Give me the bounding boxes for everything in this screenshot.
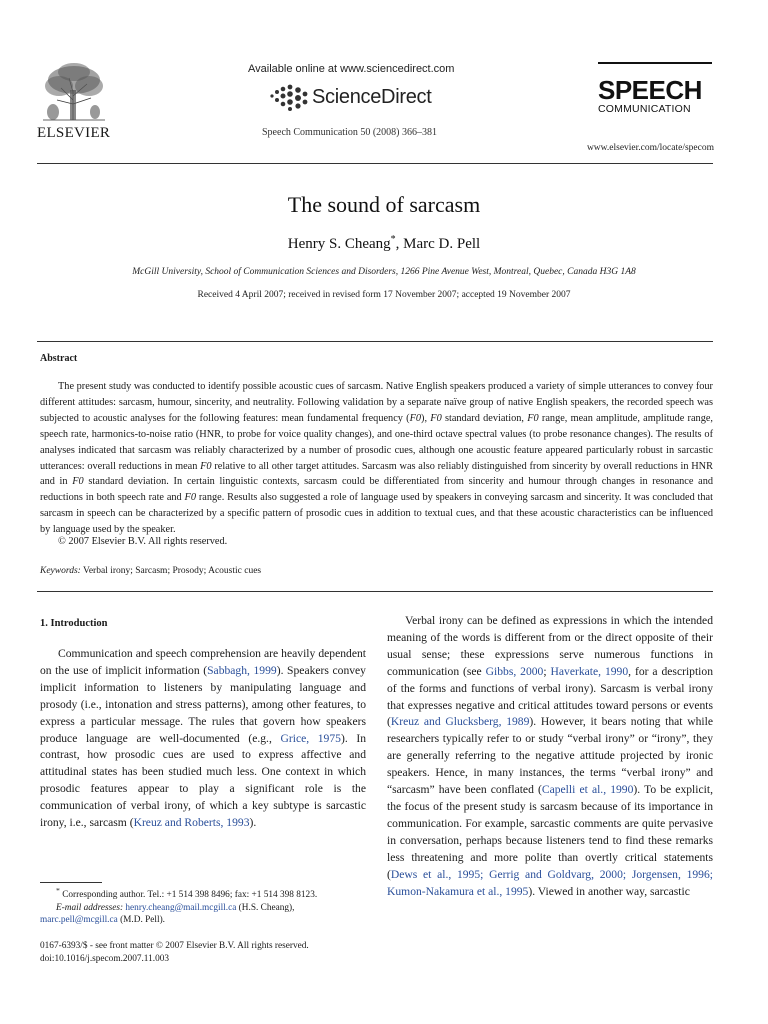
section-heading-introduction: 1. Introduction xyxy=(40,618,108,629)
elsevier-tree-icon xyxy=(39,60,109,122)
intro-paragraph-right: Verbal irony can be defined as expressions in which the intended meaning of the words is different from or the direct opposite of their usual sense; these expressions serve numerous functions in communication (see Gibbs, 2000; Haverkate, 1990, for a description of the forms and functions of verbal irony). Sarcasm is verbal irony that expresses negative and critical attitudes toward persons or events (Kreuz and Glucksberg, 1989). However, it bears noting that while researchers typically refer to or study “verbal irony” or “irony”, they are generally referring to the negative attitude projected by ironic speakers. Hence, in many instances, the terms “verbal irony” and “sarcasm” have been conflated (Capelli et al., 1990). To be explicit, the focus of the present study is sarcasm because of its importance in communication. For example, sarcastic comments are quite pervasive in conversation, perhaps because listeners tend to find these remarks less threatening and more polite than overtly critical statements (Dews et al., 1995; Gerrig and Goldvarg, 2000; Jorgensen, 1996; Kumon-Nakamura et al., 1995). Viewed in another way, sarcastic xyxy=(387,614,713,898)
citation-link[interactable]: Grice, 1975 xyxy=(280,731,341,745)
keywords-list: Verbal irony; Sarcasm; Prosody; Acoustic cues xyxy=(83,566,262,576)
journal-url-link[interactable]: www.elsevier.com/locate/specom xyxy=(586,143,714,153)
journal-logo-speech: SPEECH xyxy=(598,75,702,105)
citation-link[interactable]: Kreuz and Roberts, 1993 xyxy=(133,816,250,830)
abstract-divider-bottom xyxy=(37,591,713,592)
abstract-copyright: © 2007 Elsevier B.V. All rights reserved. xyxy=(58,536,228,547)
footnote-rule xyxy=(40,882,102,883)
sciencedirect-logo[interactable] xyxy=(268,84,458,112)
citation-link[interactable]: Capelli et al., 1990 xyxy=(541,783,634,797)
doi-line[interactable]: doi:10.1016/j.specom.2007.11.003 xyxy=(40,953,170,964)
footnote-emails: E-mail addresses: henry.cheang@mail.mcgill.ca (H.S. Cheang), marc.pell@mcgill.ca (M.D. Pell). xyxy=(40,902,295,925)
author-name[interactable]: Henry S. Cheang xyxy=(287,236,391,252)
front-matter xyxy=(40,940,309,965)
available-online-text[interactable]: Available online at www.sciencedirect.com xyxy=(248,63,455,75)
author-list xyxy=(0,234,768,253)
journal-logo-rule xyxy=(598,62,712,64)
corresponding-author-mark[interactable]: * xyxy=(390,234,396,245)
email-link[interactable]: marc.pell@mcgill.ca xyxy=(40,914,118,925)
citation-link[interactable]: Sabbagh, 1999 xyxy=(207,663,277,677)
elsevier-logo xyxy=(37,60,117,142)
sciencedirect-dots-icon xyxy=(268,84,310,112)
abstract-text: The present study was conducted to identify possible acoustic cues of sarcasm. Native English speakers produced a variety of simple utterances to convey four different attitudes: sarcasm, humour, sincerity, and neutrality. Following validation by a separate naïve group of native English speakers, the recorded speech was subjected to acoustic analyses for the following features: mean fundamental frequency (F0), F0 standard deviation, F0 range, mean amplitude, amplitude range, speech rate, harmonics-to-noise ratio (HNR, to probe for voice quality changes), and one-third octave spectral values (to probe resonance changes). The results of analyses indicated that sarcasm was reliably characterized by a number of prosodic cues, although one acoustic feature appeared particularly robust in sarcastic utterances: overall reductions in mean F0 relative to all other target attitudes. Sarcasm was also reliably distinguished from sincerity by overall reductions in HNR and in F0 standard deviation. In certain linguistic contexts, sarcasm could be differentiated from sincerity and humour through changes in resonance and reductions in both speech rate and F0 range. Results also suggested a role of language used by speakers in conveying sarcasm and sincerity. It was concluded that sarcasm in speech can be characterized by a specific pattern of prosodic cues in addition to textual cues, and that these acoustic characteristics can be influenced by language used by the speaker. xyxy=(40,381,714,536)
footnote xyxy=(40,885,366,926)
article-title: The sound of sarcasm xyxy=(287,192,481,217)
issn-line: 0167-6393/$ - see front matter © 2007 Elsevier B.V. All rights reserved. xyxy=(40,941,309,951)
keywords xyxy=(40,566,261,576)
author-separator: , xyxy=(395,236,404,252)
abstract-divider-top xyxy=(37,341,713,342)
header-divider xyxy=(37,163,713,164)
footnote-corresponding: * Corresponding author. Tel.: +1 514 398 8496; fax: +1 514 398 8123. xyxy=(56,886,318,901)
sciencedirect-wordmark: ScienceDirect xyxy=(312,86,432,108)
article-dates: Received 4 April 2007; received in revised form 17 November 2007; accepted 19 November 2007 xyxy=(197,290,571,300)
journal-logo xyxy=(598,62,718,115)
citation-link[interactable]: Dews et al., 1995; Gerrig and Goldvarg, 2000; Jorgensen, 1996; Kumon-Nakamura et al., 1995 xyxy=(387,867,713,898)
author-affiliation: McGill University, School of Communication Sciences and Disorders, 1266 Pine Avenue West, Montreal, Quebec, Canada H3G 1A8 xyxy=(132,267,636,277)
journal-reference: Speech Communication 50 (2008) 366–381 xyxy=(262,127,437,138)
citation-link[interactable]: Gibbs, 2000 xyxy=(485,664,544,678)
citation-link[interactable]: Kreuz and Glucksberg, 1989 xyxy=(390,715,530,729)
journal-logo-communication: COMMUNICATION xyxy=(598,103,691,115)
citation-link[interactable]: Haverkate, 1990 xyxy=(550,664,629,678)
keywords-label: Keywords: xyxy=(40,566,81,576)
intro-paragraph-left: Communication and speech comprehension are heavily dependent on the use of implicit information (Sabbagh, 1999). Speakers convey implicit information to listeners by manipulating language and prosody (i.e., intonation and stress patterns), among other features, to express a particular message. The rules that govern how speakers produce language are well-documented (e.g., Grice, 1975). In contrast, how prosodic cues are used to express affective and attitudinal states has been studied much less. One context in which prosodic features appear to play a significant role is the communication of verbal irony, of which a key subtype is sarcastic irony, i.e., sarcasm (Kreuz and Roberts, 1993). xyxy=(40,647,367,830)
abstract-heading: Abstract xyxy=(40,353,78,364)
email-link[interactable]: henry.cheang@mail.mcgill.ca xyxy=(125,902,237,913)
publisher-name: ELSEVIER xyxy=(37,125,111,141)
author-name[interactable]: Marc D. Pell xyxy=(403,236,481,252)
